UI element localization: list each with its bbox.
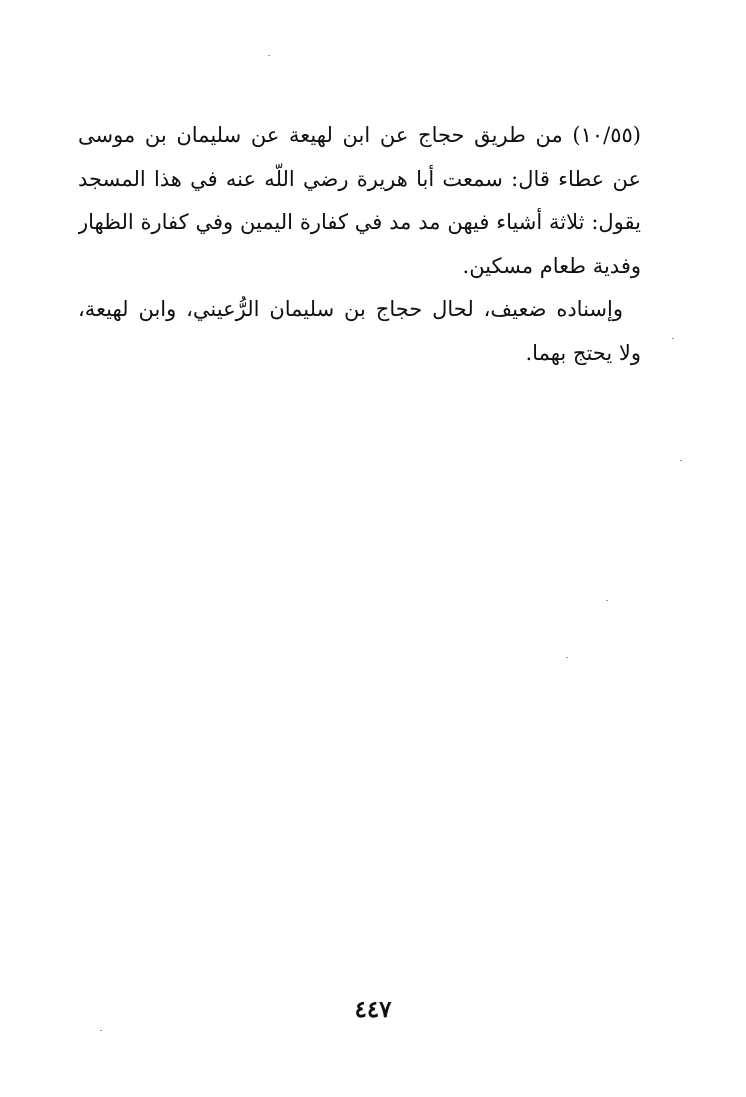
page-number: ٤٤٧ [354,996,392,1023]
entry-line-4: وفدية طعام مسكين. [462,253,641,278]
entry-line-3: يقول: ثلاثة أشياء فيهن مد مد في كفارة اليمين وفي كفارة الظهار [78,210,641,234]
scan-speck [100,1030,102,1031]
scan-speck [680,460,682,461]
page-text-block [78,114,641,375]
entry-line-1: (١٠/٥٥) من طريق حجاج عن ابن لهيعة عن سليمان بن موسى [78,123,641,147]
scan-speck [606,600,608,601]
scan-speck [566,657,568,658]
commentary-line-2: ولا يحتج بهما. [525,340,641,365]
scan-speck [268,55,270,56]
entry-line-2: عن عطاء قال: سمعت أبا هريرة رضي اللّه عنه في هذا المسجد [78,166,641,191]
commentary-line-1: وإسناده ضعيف، لحال حجاج بن سليمان الرُّعيني، وابن لهيعة، [78,297,623,321]
scan-speck [672,338,674,339]
